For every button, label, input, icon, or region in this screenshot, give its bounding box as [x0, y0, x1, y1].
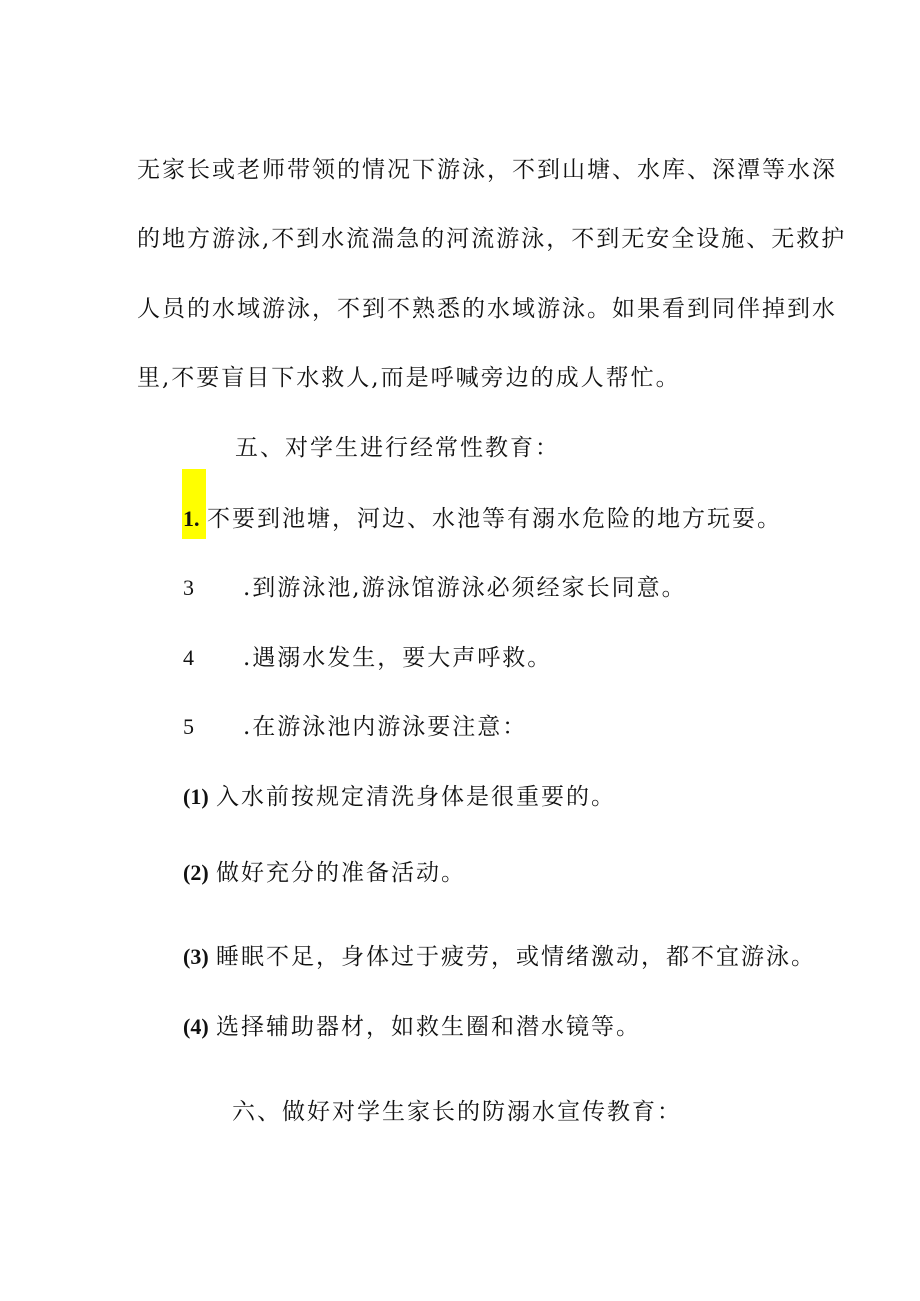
item-number-5: 5	[183, 714, 194, 739]
item-number-4: 4	[183, 645, 194, 670]
subitem-number-2: (2)	[183, 860, 209, 885]
section-six-heading: 六、做好对学生家长的防溺水宣传教育：	[232, 1099, 682, 1125]
paragraph-line-2: 的地方游泳,不到水流湍急的河流游泳，不到无安全设施、无救护	[137, 226, 847, 252]
subitem-text-2: 做好充分的准备活动。	[216, 860, 466, 886]
subitem-number-3: (3)	[183, 944, 209, 969]
subitem-text-3: 睡眠不足，身体过于疲劳，或情绪激动，都不宜游泳。	[216, 944, 816, 970]
subitem-number-1: (1)	[183, 784, 209, 809]
item-number-1: 1.	[183, 506, 200, 531]
item-text-4: .遇溺水发生，要大声呼救。	[243, 645, 553, 671]
section-five-heading: 五、对学生进行经常性教育：	[235, 435, 560, 461]
subitem-text-4: 选择辅助器材，如救生圈和潜水镜等。	[216, 1014, 641, 1040]
paragraph-line-4: 里,不要盲目下水救人,而是呼喊旁边的成人帮忙。	[137, 365, 681, 391]
paragraph-line-1: 无家长或老师带领的情况下游泳，不到山塘、水库、深潭等水深	[137, 157, 837, 183]
subitem-number-4: (4)	[183, 1014, 209, 1039]
item-text-3: .到游泳池,游泳馆游泳必须经家长同意。	[243, 575, 687, 601]
subitem-text-1: 入水前按规定清洗身体是很重要的。	[216, 784, 616, 810]
item-number-3: 3	[183, 575, 194, 600]
item-text-5: .在游泳池内游泳要注意：	[243, 714, 528, 740]
item-text-1: 不要到池塘，河边、水池等有溺水危险的地方玩耍。	[207, 506, 782, 532]
paragraph-line-3: 人员的水域游泳，不到不熟悉的水域游泳。如果看到同伴掉到水	[137, 296, 837, 322]
